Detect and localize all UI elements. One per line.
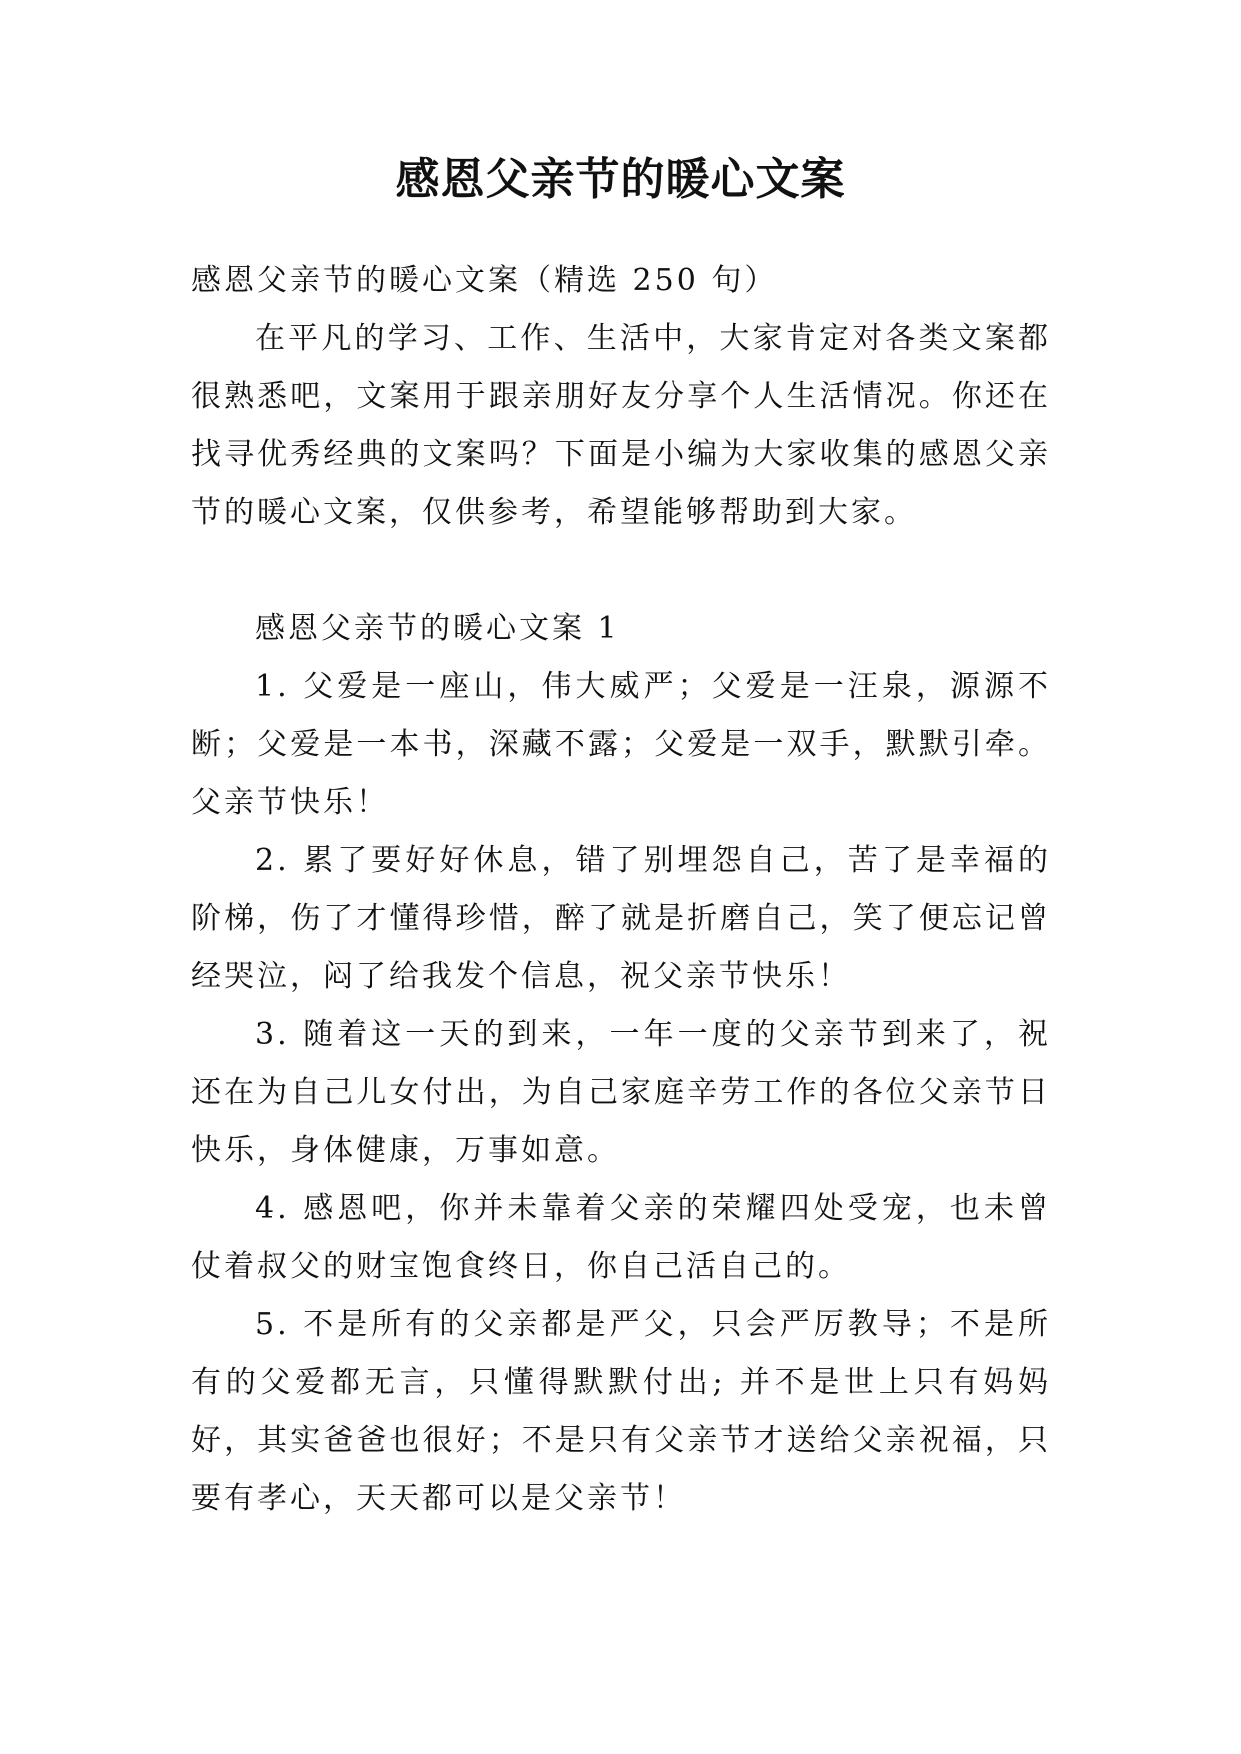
intro-paragraph: 在平凡的学习、工作、生活中，大家肯定对各类文案都很熟悉吧，文案用于跟亲朋好友分享个人生活情况。你还在找寻优秀经典的文案吗？下面是小编为大家收集的感恩父亲节的暖心文案，仅供参考，希望能够帮助到大家。: [191, 321, 1051, 530]
list-item: 4. 感恩吧，你并未靠着父亲的荣耀四处受宠，也未曾仗着叔父的财宝饱食终日，你自己活自己的。: [191, 1191, 1051, 1284]
list-item: 1. 父爱是一座山，伟大威严；父爱是一汪泉，源源不断；父爱是一本书，深藏不露；父爱是一双手，默默引牵。父亲节快乐！: [191, 669, 1051, 820]
list-item: 5. 不是所有的父亲都是严父，只会严厉教导；不是所有的父爱都无言，只懂得默默付出; 并不是世上只有妈妈好，其实爸爸也很好；不是只有父亲节才送给父亲祝福，只要有孝心，天天都可以是父亲节！: [191, 1307, 1051, 1516]
document-title: 感恩父亲节的暖心文案: [395, 154, 846, 205]
section-heading: 感恩父亲节的暖心文案 1: [255, 611, 620, 646]
document-subtitle: 感恩父亲节的暖心文案（精选 250 句）: [191, 263, 778, 298]
list-item: 2. 累了要好好休息，错了别埋怨自己，苦了是幸福的阶梯，伤了才懂得珍惜，醉了就是折磨自己，笑了便忘记曾经哭泣，闷了给我发个信息，祝父亲节快乐！: [191, 843, 1051, 994]
list-item: 3. 随着这一天的到来，一年一度的父亲节到来了，祝还在为自己儿女付出，为自己家庭辛劳工作的各位父亲节日快乐，身体健康，万事如意。: [191, 1017, 1051, 1168]
document-body: [191, 252, 1051, 1528]
